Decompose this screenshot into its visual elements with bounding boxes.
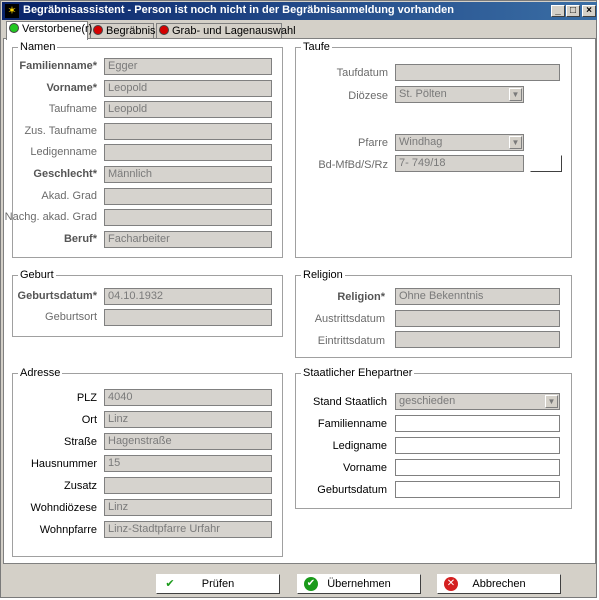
hausnummer-field[interactable]: 15 [104,455,272,472]
beruf-field[interactable]: Facharbeiter [104,231,272,248]
nachg-akad-grad-field[interactable] [104,209,272,226]
window-title: Begräbnisassistent - Person ist noch nicht in der Begräbnisanmeldung vorhanden [23,4,454,16]
group-legend: Geburt [20,269,54,281]
tab-label: Begräbnis [106,25,156,37]
akad-grad-field[interactable] [104,188,272,205]
plz-field[interactable]: 4040 [104,389,272,406]
status-dot-icon [159,25,169,35]
austrittsdatum-field[interactable] [395,310,560,327]
label-taufdatum: Taufdatum [336,67,388,79]
minimize-button[interactable]: _ [551,5,565,17]
ehe-vorname-field[interactable] [395,459,560,476]
label-geburtsort: Geburtsort [45,311,97,323]
label-strasse: Straße [63,436,97,448]
eintrittsdatum-field[interactable] [395,331,560,348]
label-stand-staatlich: Stand Staatlich [313,396,387,408]
label-zusatz: Zusatz [63,480,97,492]
stand-staatlich-value: geschieden [399,395,456,407]
tab-grab-lagenauswahl[interactable] [156,23,296,39]
label-ledigenname: Ledigenname [30,146,97,158]
tab-label: Verstorbene(r) [22,23,93,35]
label-wohnpfarre: Wohnpfarre [39,524,97,536]
label-taufname: Taufname [48,103,97,115]
group-legend: Adresse [20,367,61,379]
button-label: Abbrechen [472,578,526,590]
pruefen-button[interactable] [156,574,280,594]
bd-field[interactable]: 7- 749/18 [395,155,524,172]
button-label: Übernehmen [327,578,391,590]
label-akad-grad: Akad. Grad [41,190,97,202]
label-ehe-geburtsdatum: Geburtsdatum [317,484,387,496]
close-button[interactable]: × [582,5,596,17]
geburtsort-field[interactable] [104,309,272,326]
pfarre-select[interactable] [395,134,524,151]
tab-begraebnis[interactable] [90,23,154,39]
label-geburtsdatum: Geburtsdatum* [17,290,97,302]
app-icon: ✶ [5,4,19,18]
dioezese-select[interactable] [395,86,524,103]
status-dot-icon [9,23,19,33]
label-plz: PLZ [76,392,97,404]
label-eintrittsdatum: Eintrittsdatum [317,335,385,347]
dioezese-value: St. Pölten [399,88,447,100]
uebernehmen-button[interactable] [297,574,421,594]
ort-field[interactable]: Linz [104,411,272,428]
tab-verstorbene[interactable] [6,21,93,40]
label-vorname: Vorname* [46,82,97,94]
label-hausnummer: Hausnummer [30,458,97,470]
vorname-field[interactable]: Leopold [104,80,272,97]
button-label: Prüfen [201,578,235,590]
wohnpfarre-field[interactable]: Linz-Stadtpfarre Urfahr [104,521,272,538]
label-familienname: Familienname* [19,60,97,72]
wohndioezese-field[interactable]: Linz [104,499,272,516]
geschlecht-field[interactable]: Männlich [104,166,272,183]
label-religion: Religion* [337,291,385,303]
pfarre-value: Windhag [399,136,443,148]
label-geschlecht: Geschlecht* [33,168,97,180]
button-bar [3,567,596,597]
stand-staatlich-select[interactable] [395,393,560,410]
zusatz-field[interactable] [104,477,272,494]
label-ehe-vorname: Vorname [342,462,387,474]
tab-label: Grab- und Lagenauswahl [172,25,296,37]
label-wohndioezese: Wohndiözese [30,502,97,514]
title-bar[interactable] [2,2,597,20]
geburtsdatum-field[interactable]: 04.10.1932 [104,288,272,305]
chevron-down-icon[interactable]: ▼ [509,88,522,101]
zus-taufname-field[interactable] [104,123,272,140]
strasse-field[interactable]: Hagenstraße [104,433,272,450]
label-ehe-ledigname: Ledigname [332,440,387,452]
status-dot-icon [93,25,103,35]
maximize-button[interactable]: □ [566,5,580,17]
ehe-ledigname-field[interactable] [395,437,560,454]
label-ehe-familienname: Familienname [317,418,387,430]
checkmark-icon: ✔ [165,578,175,590]
group-legend: Staatlicher Ehepartner [303,367,413,379]
chevron-down-icon[interactable]: ▼ [545,395,558,408]
cancel-circle-icon: ✕ [444,577,458,591]
check-circle-icon: ✔ [304,577,318,591]
label-beruf: Beruf* [63,233,97,245]
label-zus-taufname: Zus. Taufname [24,125,97,137]
abbrechen-button[interactable] [437,574,561,594]
label-nachg-akad-grad: Nachg. akad. Grad [4,211,97,223]
taufname-field[interactable]: Leopold [104,101,272,118]
familienname-field[interactable]: Egger [104,58,272,75]
label-ort: Ort [81,414,97,426]
group-legend: Taufe [303,41,330,53]
chevron-down-icon[interactable]: ▼ [509,136,522,149]
label-pfarre: Pfarre [358,137,388,149]
bd-lookup-button[interactable] [530,155,562,172]
tab-panel-verstorbene [3,38,596,564]
ehe-familienname-field[interactable] [395,415,560,432]
label-dioezese: Diözese [348,90,388,102]
ehe-geburtsdatum-field[interactable] [395,481,560,498]
ledigenname-field[interactable] [104,144,272,161]
taufdatum-field[interactable] [395,64,560,81]
religion-field[interactable]: Ohne Bekenntnis [395,288,560,305]
label-austrittsdatum: Austrittsdatum [314,313,385,325]
tab-strip [2,21,597,39]
label-bd: Bd-MfBd/S/Rz [318,159,388,171]
group-legend: Namen [20,41,56,53]
group-legend: Religion [303,269,343,281]
